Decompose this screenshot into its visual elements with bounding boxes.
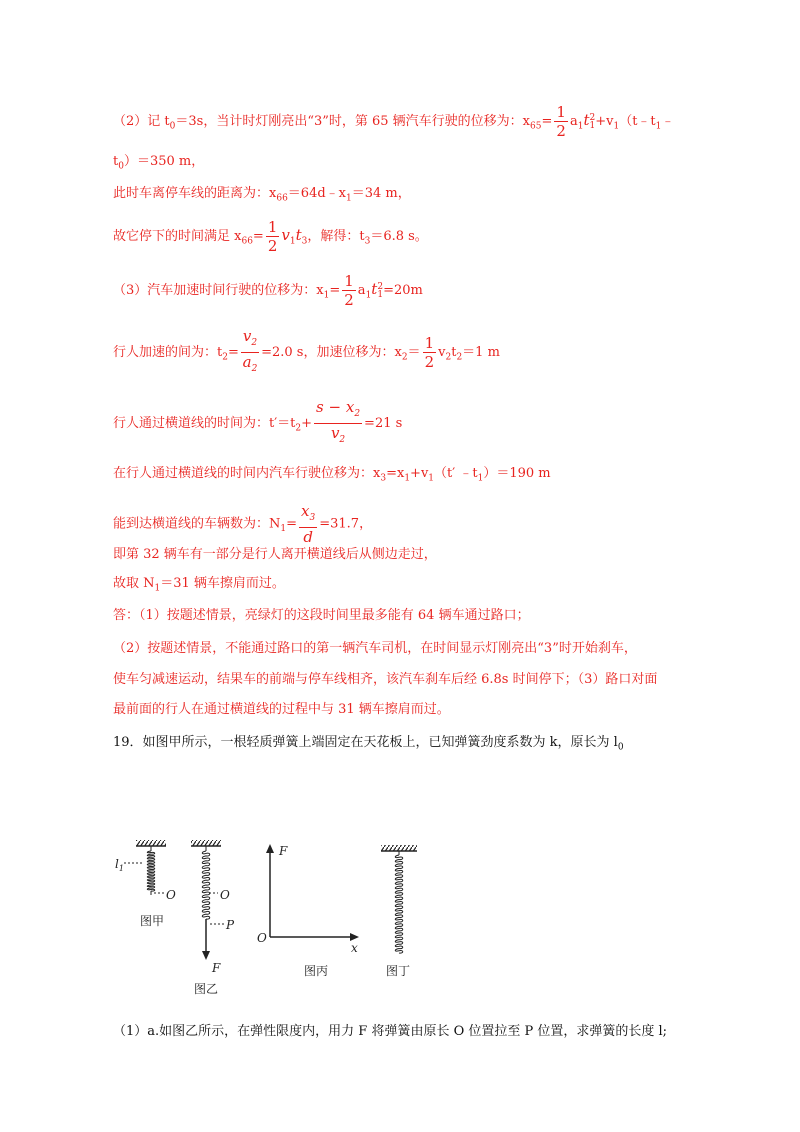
figure-yi <box>191 840 235 996</box>
stop-time-line: 故它停下的时间满足 $x_{66}=$ $\frac{1}{2}$ $v_1t_3$，解得：$t_3=6.8$ s。 <box>113 218 428 255</box>
note-line2: 故取 $N_1=31$ 辆车擦肩而过。 <box>113 576 285 594</box>
figure-bing <box>257 844 359 978</box>
note-line1: 即第 32 辆车有一部分是行人离开横道线后从侧边走过， <box>113 547 437 562</box>
car-displacement-line: 在行人通过横道线的时间内汽车行驶位移为：$x_3=x_1+v_1(t'$ $﹣t_1)=190$ m <box>113 466 551 484</box>
question19-part1: （1）a.如图乙所示，在弹性限度内，用力 F 将弹簧由原长 O 位置拉至 P 位置，求弹簧的长度 l; <box>113 1024 668 1039</box>
label-l1: $l_1$ <box>115 857 124 873</box>
caption-yi: 图乙 <box>194 982 219 996</box>
answer-line2: （2）按题述情景，不能通过路口的第一辆汽车司机，在时间显示灯刚亮出“3”时开始刹车， <box>113 641 637 656</box>
part3-line: （3）汽车加速时间行驶的位移为：$x_1=$ $\frac{1}{2}$ $a_1t2$ 1=20m <box>113 272 423 309</box>
part2-line1: （2）记 $t_0=3s$，当计时灯刚亮出“3”时，第 65 辆汽车行驶的位移为：$x_{65}=$ $\frac{1}{2}$ $a_1t2$ $1+v_1(t﹣t_1﹣$ <box>113 103 675 140</box>
question19-stem: 19．如图甲所示，一根轻质弹簧上端固定在天花板上，已知弹簧劲度系数为 k，原长为 $l_0$ <box>113 735 624 753</box>
label-F-yi: F <box>212 961 221 975</box>
car-count-line: 能到达横道线的车辆数为：$N_1=$ $\frac{x_3}{d}$ =31.7， <box>113 502 373 546</box>
caption-bing: 图丙 <box>304 964 329 978</box>
pedestrian-accel-line: 行人加速的间为：$t_2=$ $\frac{v_2}{a_2}$ =2.0 s，加速位移为：$x_2=$ $\frac{1}{2}$ $v_2t_2=1$ m <box>113 327 500 374</box>
crossing-time-line: 行人通过横道线的时间为：$t'=t_2+$ $\frac{s - x_2}{v_2}$ =21 s <box>113 398 403 445</box>
half-fraction: $\frac{1}{2}$ <box>556 103 566 140</box>
spring-jia <box>147 851 155 891</box>
part2-line2: $t_0)=350$ m， <box>113 154 205 172</box>
distance-line: 此时车离停车线的距离为：$x_{66}=64d﹣x_1=34$ m， <box>113 186 411 204</box>
label-O-bing: O <box>257 931 267 945</box>
spring-ding <box>395 855 403 953</box>
answer-line3: 使车匀减速运动，结果车的前端与停车线相齐，该汽车刹车后经 6.8s 时间停下；（3）路口对面 <box>113 672 658 687</box>
caption-jia: 图甲 <box>140 914 165 928</box>
answer-line1: 答：（1）按题述情景，亮绿灯的这段时间里最多能有 64 辆车通过路口； <box>113 608 530 623</box>
label-O-jia: O <box>166 888 176 902</box>
caption-ding: 图丁 <box>386 964 411 978</box>
label-F-bing: F <box>279 844 288 858</box>
figure-jia <box>115 840 176 928</box>
figure-ding <box>381 845 417 978</box>
answer-line4: 最前面的行人在通过横道线的过程中与 31 辆车擦肩而过。 <box>113 702 450 717</box>
spring-yi <box>202 851 210 919</box>
spring-figure <box>100 835 460 1005</box>
label-P: P <box>226 918 235 932</box>
label-x: x <box>351 941 358 955</box>
label-O-yi: O <box>220 888 230 902</box>
